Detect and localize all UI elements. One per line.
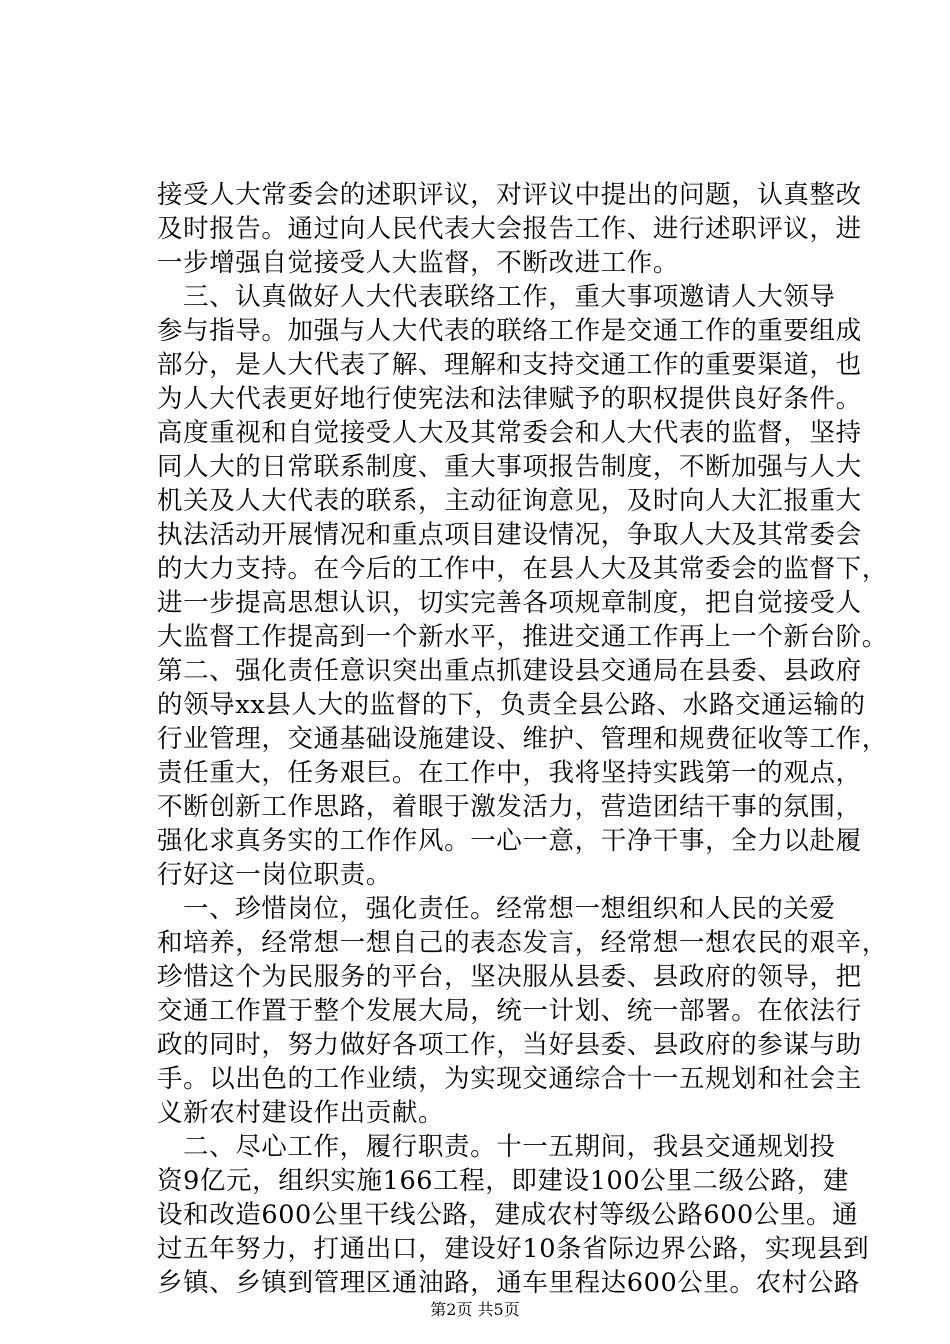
text-line: 行好这一岗位职责。 bbox=[157, 860, 392, 890]
text-line: 高度重视和自觉接受人大及其常委会和人大代表的监督，坚持 bbox=[157, 418, 862, 448]
text-line: 的领导xx县人大的监督的下，负责全县公路、水路交通运输的 bbox=[157, 690, 866, 720]
text-line: 过五年努力，打通出口，建设好10条省际边界公路，实现县到 bbox=[157, 1234, 870, 1264]
text-line: 三、认真做好人大代表联络工作，重大事项邀请人大领导 bbox=[183, 282, 836, 312]
text-line: 部分，是人大代表了解、理解和支持交通工作的重要渠道，也 bbox=[157, 350, 862, 380]
text-line: 机关及人大代表的联系，主动征询意见，及时向人大汇报重大 bbox=[157, 486, 862, 516]
text-line: 强化求真务实的工作作风。一心一意，干净干事，全力以赴履 bbox=[157, 826, 862, 856]
text-line: 资9亿元，组织实施166工程，即建设100公里二级公路，建 bbox=[157, 1166, 849, 1196]
text-line: 手。以出色的工作业绩，为实现交通综合十一五规划和社会主 bbox=[157, 1064, 862, 1094]
text-line: 一、珍惜岗位，强化责任。经常想一想组织和人民的关爱 bbox=[183, 894, 836, 924]
text-line: 不断创新工作思路，着眼于激发活力，营造团结干事的氛围， bbox=[157, 792, 862, 822]
text-line: 参与指导。加强与人大代表的联络工作是交通工作的重要组成 bbox=[157, 316, 862, 346]
text-line: 设和改造600公里干线公路，建成农村等级公路600公里。通 bbox=[157, 1200, 859, 1230]
page-number-footer: 第2页 共5页 bbox=[430, 1300, 520, 1319]
text-line: 行业管理，交通基础设施建设、维护、管理和规费征收等工作， bbox=[157, 724, 888, 754]
text-line: 交通工作置于整个发展大局，统一计划、统一部署。在依法行 bbox=[157, 996, 862, 1026]
text-line: 责任重大，任务艰巨。在工作中，我将坚持实践第一的观点， bbox=[157, 758, 862, 788]
text-line: 乡镇、乡镇到管理区通油路，通车里程达600公里。农村公路 bbox=[157, 1268, 860, 1298]
text-line: 义新农村建设作出贡献。 bbox=[157, 1098, 445, 1128]
text-line: 第二、强化责任意识突出重点抓建设县交通局在县委、县政府 bbox=[157, 656, 862, 686]
text-line: 一步增强自觉接受人大监督，不断改进工作。 bbox=[157, 248, 680, 278]
text-line: 政的同时，努力做好各项工作，当好县委、县政府的参谋与助 bbox=[157, 1030, 862, 1060]
text-line: 珍惜这个为民服务的平台，坚决服从县委、县政府的领导，把 bbox=[157, 962, 862, 992]
text-line: 进一步提高思想认识，切实完善各项规章制度，把自觉接受人 bbox=[157, 588, 862, 618]
text-line: 和培养，经常想一想自己的表态发言，经常想一想农民的艰辛， bbox=[157, 928, 888, 958]
text-line: 二、尽心工作，履行职责。十一五期间，我县交通规划投 bbox=[183, 1132, 836, 1162]
text-line: 执法活动开展情况和重点项目建设情况，争取人大及其常委会 bbox=[157, 520, 862, 550]
text-line: 及时报告。通过向人民代表大会报告工作、进行述职评议，进 bbox=[157, 214, 862, 244]
text-line: 接受人大常委会的述职评议，对评议中提出的问题，认真整改 bbox=[157, 180, 862, 210]
text-line: 同人大的日常联系制度、重大事项报告制度，不断加强与人大 bbox=[157, 452, 862, 482]
text-line: 为人大代表更好地行使宪法和法律赋予的职权提供良好条件。 bbox=[157, 384, 862, 414]
text-line: 的大力支持。在今后的工作中，在县人大及其常委会的监督下， bbox=[157, 554, 888, 584]
text-line: 大监督工作提高到一个新水平，推进交通工作再上一个新台阶。 bbox=[157, 622, 888, 652]
